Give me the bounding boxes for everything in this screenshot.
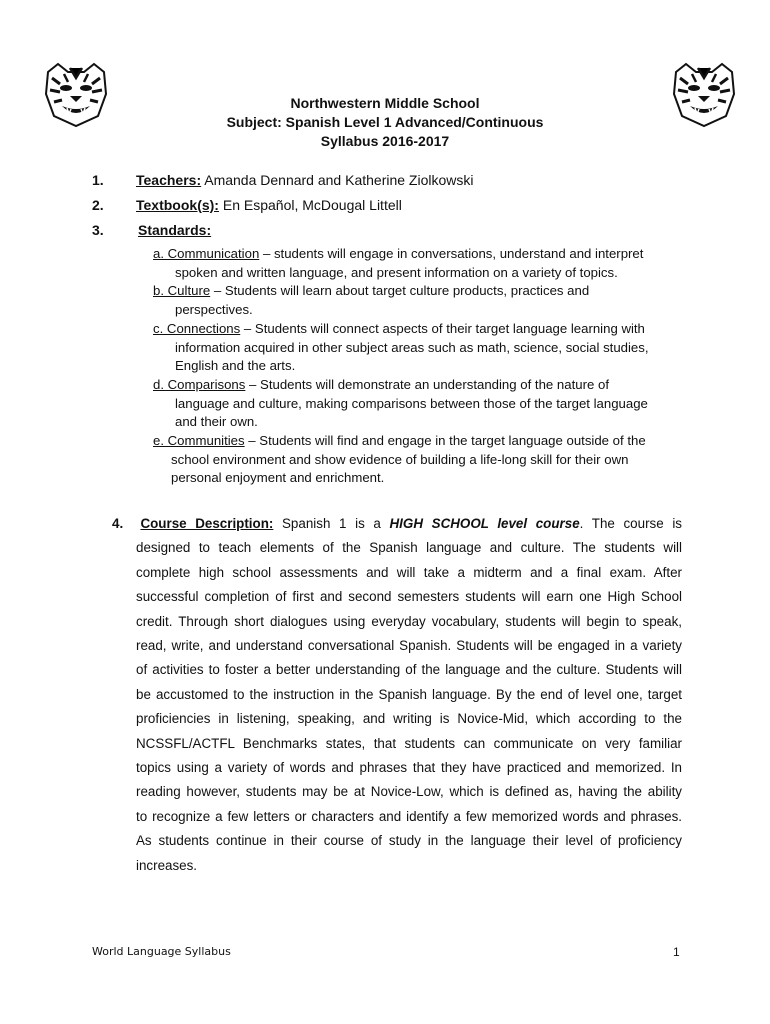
- course-description-intro: 4. Course Description: Spanish 1 is a HIGH SCHOOL level course. The course is: [112, 516, 682, 531]
- standard-culture: b. Culture – Students will learn about target culture products, practices and: [153, 283, 590, 299]
- standard-key: c. Connections: [153, 320, 241, 336]
- standard-communities: e. Communities – Students will find and engage in the target language outside of the: [153, 433, 646, 449]
- standard-connections: c. Connections – Students will connect aspects of their target language learning with: [153, 320, 645, 336]
- item-number: 3.: [92, 222, 104, 238]
- course-description: 4. Course Description: Spanish 1 is a HIGH SCHOOL level course. The course is designed to teach elements of the Spanish language and culture. The students will complete high school assessments and will take a midterm and a final exam. After successful completion of first and second semesters students will earn one High School credit. Through short dialogues using everyday vocabulary, students will begin to speak, read, write, and understand conversational Spanish. Students will be engaged in a variety of activities to foster a better understanding of the language and the culture. Students will be accustomed to the instruction in the Spanish language. By the end of level one, target proficiencies in listening, speaking, and writing is Novice-Mid, which according to the NCSSFL/ACTFL Benchmarks states, that students can communicate on very familiar topics using a variety of words and phrases that they have practiced and memorized. In reading however, students may be at Novice-Low, which is defined as, having the ability to recognize a few letters or characters and identify a few memorized words and phrases. As students continue in their course of study in the language their level of proficiency increases.: [112, 512, 682, 878]
- standard-key: b. Culture: [153, 283, 211, 299]
- standard-key: a. Communication: [153, 246, 260, 261]
- item-label: Course Description:: [140, 516, 274, 531]
- document-header: [0, 94, 770, 151]
- syllabus-year: Syllabus 2016-2017: [320, 133, 450, 149]
- item-label: Standards:: [138, 222, 212, 238]
- footer-title: World Language Syllabus: [92, 945, 231, 958]
- item-number: 2.: [92, 197, 104, 213]
- teachers-item: [92, 172, 474, 188]
- item-label: Textbook(s):: [136, 197, 219, 213]
- standard-key: e. Communities: [153, 433, 245, 449]
- standard-key: d. Comparisons: [153, 376, 246, 392]
- item-number: 1.: [92, 172, 104, 188]
- item-text: Amanda Dennard and Katherine Ziolkowski: [201, 172, 474, 188]
- textbook-item: [92, 197, 402, 213]
- item-label: Teachers:: [136, 172, 202, 188]
- standards-item: [92, 222, 211, 238]
- page-number: 1: [673, 945, 680, 959]
- course-level-emphasis: HIGH SCHOOL level course: [389, 516, 580, 531]
- standard-communication: a. Communication – students will engage in conversations, understand and interpret: [153, 246, 644, 261]
- item-number: 4.: [112, 516, 124, 531]
- school-name: Northwestern Middle School: [290, 95, 480, 111]
- item-text: En Español, McDougal Littell: [218, 197, 402, 213]
- subject-line: Subject: Spanish Level 1 Advanced/Continuous: [226, 114, 544, 130]
- standards-list: a. Communication – students will engage in conversations, understand and interpret spoken and written language, and present information on a variety of topics. b. Culture – Students will learn about target culture products, practices and perspectives. c. Connections – Students will connect aspects of their target language learning with information acquired in other subject areas such as math, science, social studies, English and the arts. d. Comparisons – Students will demonstrate an understanding of the nature of language and culture, making comparisons between those of the target language and their own. e. Communities – Students will find and engage in the target language outside of the school environment and show evidence of building a life-long skill for their own personal enjoyment and enrichment.: [153, 245, 693, 488]
- standard-comparisons: d. Comparisons – Students will demonstrate an understanding of the nature of: [153, 376, 609, 392]
